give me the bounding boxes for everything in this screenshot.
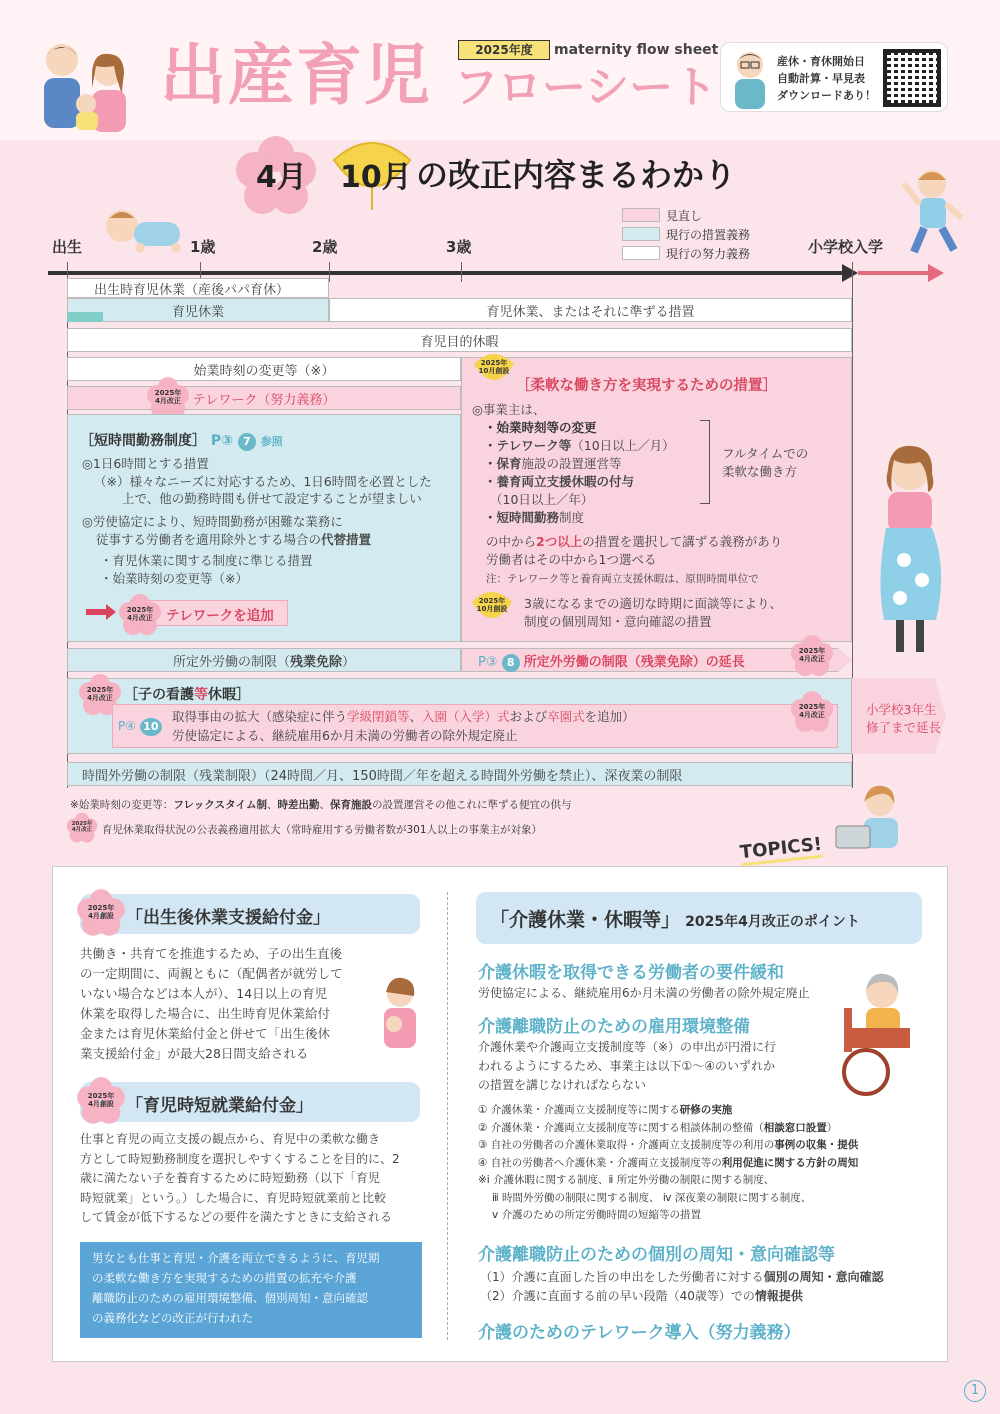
row-childcare-leave (67, 298, 329, 322)
k2-item3: ③ 自社の労働者の介護休業取得・介護両立支援制度等の利用の事例の収集・提供 (478, 1139, 859, 1151)
header-subtitle: maternity flow sheet (554, 42, 719, 58)
short-work-title: ［短時間勤務制度］ P③ 7 参照 (80, 433, 283, 449)
apr-revision-badge-short: 2025年 4月改正 (118, 593, 162, 637)
flex-bracket (700, 420, 710, 504)
timeline-axis (48, 271, 846, 275)
papa-leave-bar (67, 312, 103, 322)
arrow-right-icon (86, 609, 108, 615)
row-overtime-limit-label: 時間外労働の制限（残業制限）（24時間／月、150時間／年を超える時間外労働を禁止）、深夜業の制限 (82, 768, 683, 784)
man-illustration (727, 47, 773, 109)
k3-line1: （1）介護に直面した旨の申出をした労働者に対する個別の周知・意向確認 (480, 1270, 884, 1284)
topics-label: TOPICS! (739, 834, 823, 866)
timeline-arrowhead (842, 264, 858, 282)
pregnant-woman-illustration (870, 440, 950, 660)
apr-revision-badge-telework: 2025年 4月改正 (146, 376, 190, 420)
k1-body: 労使協定による、継続雇用6か月未満の労働者の除外規定廃止 (478, 986, 810, 1000)
nursing-ref: P④ 10 (118, 718, 162, 736)
summary-line3: 離職防止のための雇用環境整備、個別周知・意向確認 (92, 1291, 368, 1305)
k2-item4: ④ 自社の労働者へ介護休業・介護両立支援制度等の利用促進に関する方針の周知 (478, 1156, 859, 1169)
short-work-line2: （※）様々なニーズに対応するため、1日6時間を必置とした (94, 474, 432, 489)
promo-line2: 自動計算・早見表 (777, 72, 865, 85)
row-childcare-leave-or-measures (329, 298, 852, 322)
row-childcare-leave-or-measures-label: 育児休業、またはそれに準ずる措置 (486, 304, 695, 320)
wheelchair-illustration (830, 968, 926, 1098)
promo-line1: 産休・育休開始日 (777, 55, 865, 68)
nursing-extension-line2: 修了まで延長 (866, 720, 942, 735)
apr-revision-badge-nursing: 2025年 4月改正 (78, 673, 122, 717)
topic-b-title: 「育児時短就業給付金」 (126, 1096, 313, 1116)
row-overtime-limit (67, 762, 852, 786)
timeline-age1: 1歳 (190, 238, 216, 256)
flex-side-line2: 柔軟な働き方 (722, 464, 798, 479)
apr-revision-badge-overtime: 2025年 4月改正 (790, 634, 834, 678)
heading-october: 10月 (340, 160, 412, 195)
k2-item1: ① 介護休業・介護両立支援制度等に関する研修の実施 (478, 1104, 733, 1116)
short-work-line4: ◎労使協定により、短時間勤務が困難な業務に (82, 514, 343, 529)
apr-new-badge-b: 2025年 4月創設 (76, 1076, 126, 1126)
short-work-line6: ・育児休業に関する制度に準じる措置 (100, 553, 313, 568)
k2-list (478, 1102, 858, 1225)
timeline-extension-arrow (858, 271, 932, 275)
flex-side-line1: フルタイムでの (722, 446, 809, 461)
flex-item4-sub: （10日以上／年） (490, 492, 594, 507)
child-running-illustration (898, 160, 968, 256)
qr-code-icon[interactable] (883, 49, 941, 107)
row-start-time-change (67, 357, 461, 381)
ref-number-10: 10 (140, 718, 162, 736)
topic-k-title: 「介護休業・休暇等」 2025年4月改正のポイント (490, 909, 860, 931)
summary-line1: 男女とも仕事と育児・介護を両立できるように、育児期 (92, 1251, 380, 1265)
k2-note1: ※ⅰ 介護休暇に関する制度、ⅱ 所定外労働の制限に関する制度、 (478, 1174, 775, 1186)
flex-line1: ◎事業主は、 (472, 402, 546, 417)
row-start-time-change-label: 始業時刻の変更等（※） (193, 363, 335, 379)
row-childcare-leave-label: 育児休業 (171, 304, 224, 320)
short-work-line7: ・始業時刻の変更等（※） (100, 571, 248, 586)
k2-body: 介護休業や介護両立支援制度等（※）の申出が円滑に行 われるようにするため、事業主は以下①～④のいずれか の措置を講じなければならない (478, 1040, 777, 1092)
summary-line4: の義務化などの改正が行われた (92, 1311, 253, 1325)
short-work-line5: 従事する労働者を適用除外とする場合の代替措置 (96, 532, 372, 547)
k2-item2: ② 介護休業・介護両立支援制度等に関する相談体制の整備（相談窓口設置） (478, 1121, 838, 1134)
legend-label-review: 見直し (666, 209, 703, 223)
k4-heading: 介護のためのテレワーク導入（努力義務） (478, 1323, 801, 1343)
title-main: 出産育児 (160, 37, 432, 114)
baby-crawling-illustration (100, 206, 190, 254)
page-number: 1 (964, 1380, 986, 1402)
year-badge: 2025年度 (458, 40, 550, 60)
summary-box (80, 1242, 422, 1338)
telework-added-label: テレワークを追加 (166, 608, 274, 624)
short-work-line1: ◎1日6時間とする措置 (82, 456, 209, 471)
flex-line3: 労働者はその中から1つ選べる (486, 552, 657, 567)
timeline-school: 小学校入学 (808, 238, 884, 256)
row-papa-leave (67, 278, 329, 298)
row-telework-effort-label: テレワーク（努力義務） (192, 392, 336, 408)
legend-label-mandatory: 現行の措置義務 (666, 228, 751, 242)
title-sub: フローシート (454, 62, 718, 113)
timeline-extension-arrowhead (928, 264, 944, 282)
apr-new-badge-a: 2025年 4月創設 (76, 888, 126, 938)
apr-revision-badge-note: 2025年 4月改正 (66, 812, 98, 844)
k2-note3: ⅴ 介護のための所定労働時間の短縮等の措置 (492, 1209, 702, 1221)
arrow-right-head (106, 604, 116, 620)
heading-rest: の改正内容まるわかり (416, 156, 737, 194)
nursing-title: ［子の看護等休暇］ (124, 687, 250, 703)
nursing-line2: 労使協定による、継続雇用6か月未満の労働者の除外規定廃止 (172, 728, 518, 743)
mother-baby-illustration (368, 976, 428, 1056)
overtime-extension-arrowhead (838, 648, 852, 672)
flex-item5: ・短時間勤務制度 (484, 510, 585, 525)
ref-number-7: 7 (238, 433, 256, 451)
oct-new-badge-flex: 2025年 10月創設 (472, 350, 516, 394)
timeline-birth: 出生 (52, 238, 83, 256)
legend-swatch-mandatory (622, 227, 660, 241)
nursing-extension-line1: 小学校3年生 (866, 702, 937, 717)
flex-line2: の中から2つ以上の措置を選択して講ずる義務があり (486, 534, 783, 549)
row-overtime-exemption: 所定外労働の制限（ 残業免除 ） (67, 648, 461, 672)
download-promo[interactable] (720, 42, 948, 112)
flex-item1: ・始業時刻等の変更 (484, 420, 597, 435)
flex-item2: ・テレワーク等（10日以上／月） (484, 438, 675, 453)
heading-april: 4月 (256, 160, 307, 195)
timeline-age3: 3歳 (446, 238, 472, 256)
note-start-time: ※始業時刻の変更等：フレックスタイム制、時差出勤、保育施設の設置運営その他これに準ずる便宜の供与 (70, 799, 572, 811)
short-work-line3: 上で、他の勤務時間も併せて設定することが望ましい (122, 491, 422, 506)
row-papa-leave-label: 出生時育児休業（産後パパ育休） (94, 282, 290, 298)
promo-line3: ダウンロードあり！ (777, 89, 876, 102)
tick-age3 (461, 262, 462, 282)
apr-revision-badge-nursing-right: 2025年 4月改正 (790, 690, 834, 734)
oct-new-badge-interview: 2025年 10月創設 (470, 588, 514, 632)
flex-interview-line1: 3歳になるまでの適切な時期に面談等により、 (524, 596, 782, 611)
woman-laptop-illustration (830, 782, 930, 858)
overtime-extension-label: P③ 8 所定外労働の制限（残業免除）の延長 (478, 655, 745, 670)
row-childcare-purpose-leave-label: 育児目的休暇 (420, 334, 499, 350)
flex-title: ［柔軟な働き方を実現するための措置］ (516, 378, 777, 394)
topic-a-title: 「出生後休業支援給付金」 (126, 908, 330, 928)
k1-heading: 介護休暇を取得できる労働者の要件緩和 (478, 963, 784, 983)
flex-interview-line2: 制度の個別周知・意向確認の措置 (524, 614, 712, 629)
family-illustration (30, 38, 140, 136)
k3-heading: 介護離職防止のための個別の周知・意向確認等 (478, 1245, 835, 1265)
flex-note: 注：テレワーク等と養育両立支援休暇は、原則時間単位で (486, 573, 759, 585)
note-publication: 育児休業取得状況の公表義務適用拡大（常時雇用する労働者数が301人以上の事業主が対象） (102, 824, 543, 836)
legend-swatch-review (622, 208, 660, 222)
k3-line2: （2）介護に直面する前の早い段階（40歳等）での情報提供 (480, 1289, 803, 1303)
timeline-age2: 2歳 (312, 238, 338, 256)
k2-heading: 介護離職防止のための雇用環境整備 (478, 1017, 750, 1037)
ref-number-8: 8 (502, 654, 520, 672)
flex-item3: ・保育施設の設置運営等 (484, 456, 622, 471)
k2-note2: ⅲ 時間外労働の制限に関する制度、 ⅳ 深夜業の制限に関する制度、 (492, 1191, 812, 1204)
summary-line2: の柔軟な働き方を実現するための措置の拡充や介護 (92, 1271, 357, 1285)
nursing-line1: 取得事由の拡大（感染症に伴う学級閉鎖等、入園（入学）式および卒園式を追加） (172, 709, 635, 724)
legend-label-effort: 現行の努力義務 (666, 247, 751, 261)
column-divider (447, 892, 448, 1340)
row-childcare-purpose-leave (67, 328, 852, 352)
legend-swatch-effort (622, 246, 660, 260)
tick-age2 (329, 262, 330, 282)
flex-item4: ・養育両立支援休暇の付与 (484, 474, 635, 489)
row-telework-effort (67, 386, 461, 410)
topic-a-body: 共働き・共育てを推進するため、子の出生直後 の一定期間に、両親ともに（配偶者が就労して いない場合などは本人が）、14日以上の育児 休業を取得した場合に、出生時育児休業給付 金または育児休業給付金と併せて「出生後休 業支援給付金」が最大28日間支給される (80, 946, 343, 1061)
topic-b-body: 仕事と育児の両立支援の観点から、育児中の柔軟な働き 方として時短勤務制度を選択しやすくすることを目的に、2 歳に満たない子を養育するために時短勤務（以下「育児 時短就業」という。）した場合に、育児時短就業前と比較 して賃金が低下するなどの要件を満たすときに支給される (80, 1132, 400, 1224)
